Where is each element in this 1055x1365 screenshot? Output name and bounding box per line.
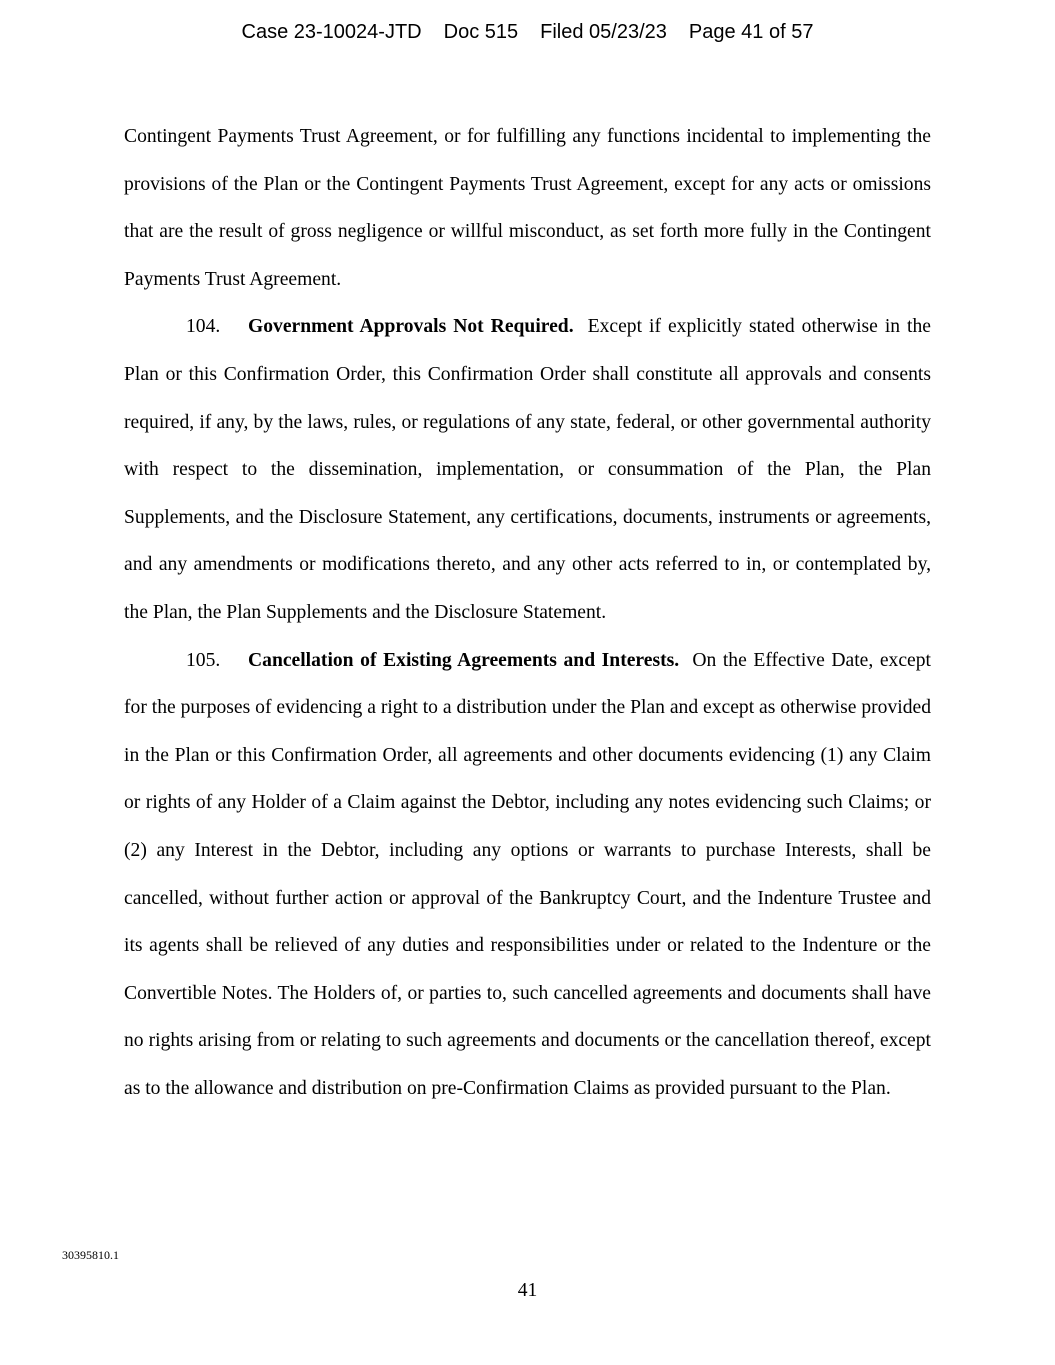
continuation-paragraph: Contingent Payments Trust Agreement, or for fulfilling any functions incidental to implementing the provisions of the Plan or the Contingent Payments Trust Agreement, except for any acts or omissions that are the result of gross negligence or willful misconduct, as set forth more fully in the Contingent Payments Trust Agreement. <box>124 126 931 290</box>
document-body <box>124 113 931 1112</box>
filing-header <box>0 19 1055 45</box>
paragraph-104 <box>124 303 931 636</box>
page-of-total: Page 41 of 57 <box>688 21 814 43</box>
document-id: 30395810.1 <box>62 1248 119 1262</box>
paragraph-105 <box>124 637 931 1113</box>
doc-number: Doc 515 <box>443 21 519 43</box>
paragraph-heading: Cancellation of Existing Agreements and Interests. <box>248 649 680 671</box>
case-number: Case 23-10024-JTD <box>241 21 422 43</box>
paragraph-text: On the Effective Date, except for the purposes of evidencing a right to a distribution under the Plan and except as otherwise provided in the Plan or this Confirmation Order, all agreements and other documents evidencing (1) any Claim or rights of any Holder of a Claim against the Debtor, including any notes evidencing such Claims; or (2) any Interest in the Debtor, including any options or warrants to purchase Interests, shall be cancelled, without further action or approval of the Bankruptcy Court, and the Indenture Trustee and its agents shall be relieved of any duties and responsibilities under or related to the Indenture or the Convertible Notes. The Holders of, or parties to, such cancelled agreements and documents shall have no rights arising from or relating to such agreements and documents or the cancellation thereof, except as to the allowance and distribution on pre-Confirmation Claims as provided pursuant to the Plan. <box>124 649 931 1099</box>
filed-date: Filed 05/23/23 <box>540 21 667 43</box>
paragraph-text: Except if explicitly stated otherwise in the Plan or this Confirmation Order, this Confirmation Order shall constitute all approvals and consents required, if any, by the laws, rules, or regulations of any state, federal, or other governmental authority with respect to the dissemination, implementation, or consummation of the Plan, the Plan Supplements, and the Disclosure Statement, any certifications, documents, instruments or agreements, and any amendments or modifications thereto, and any other acts referred to in, or contemplated by, the Plan, the Plan Supplements and the Disclosure Statement. <box>124 316 931 623</box>
paragraph-number: 104. <box>186 316 221 338</box>
paragraph-number: 105. <box>186 649 221 671</box>
paragraph-heading: Government Approvals Not Required. <box>248 316 574 338</box>
page-number: 41 <box>517 1280 538 1301</box>
